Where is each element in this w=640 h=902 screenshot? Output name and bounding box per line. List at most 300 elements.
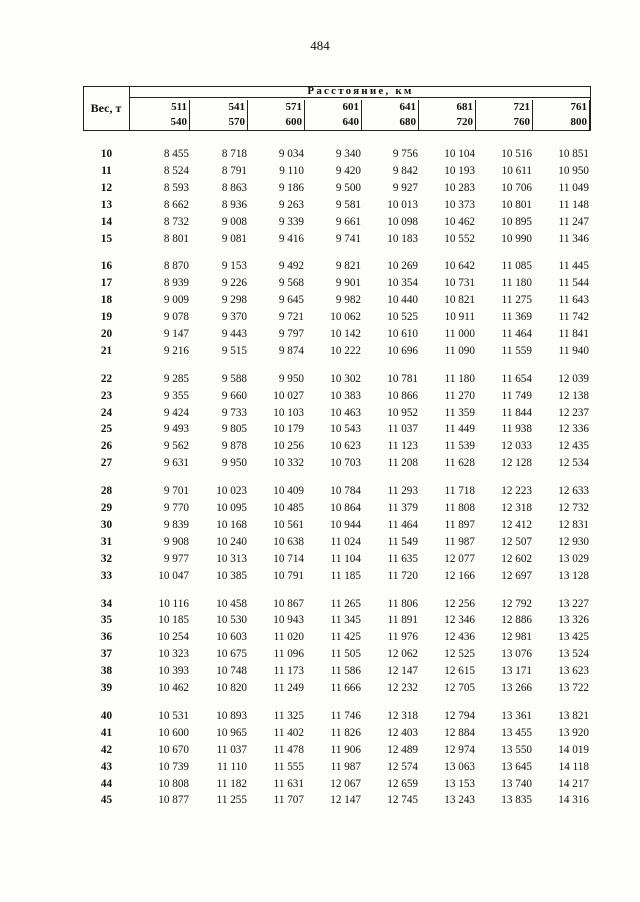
weight-cell: 26 xyxy=(100,440,113,452)
value-cell: 10 642 xyxy=(444,260,475,272)
distance-to: 570 xyxy=(228,116,245,128)
weight-cell: 34 xyxy=(100,598,113,610)
value-cell: 10 623 xyxy=(330,440,361,452)
value-cell: 11 635 xyxy=(387,553,418,565)
value-cell: 11 180 xyxy=(444,373,475,385)
distance-column-6 xyxy=(476,100,533,131)
distance-from: 571 xyxy=(285,101,302,113)
value-cell: 9 950 xyxy=(221,457,247,469)
value-cell: 12 525 xyxy=(444,648,475,660)
value-cell: 9 901 xyxy=(335,277,361,289)
value-cell: 10 062 xyxy=(330,311,361,323)
value-cell: 9 741 xyxy=(335,233,361,245)
value-cell: 13 835 xyxy=(501,794,532,806)
value-cell: 11 037 xyxy=(387,423,418,435)
weight-cell: 11 xyxy=(101,165,112,177)
value-cell: 10 670 xyxy=(158,744,189,756)
value-cell: 13 645 xyxy=(501,761,532,773)
value-cell: 12 886 xyxy=(501,614,532,626)
table-row xyxy=(83,759,591,775)
value-cell: 9 701 xyxy=(163,485,189,497)
value-cell: 9 797 xyxy=(278,328,304,340)
value-cell: 12 237 xyxy=(558,407,589,419)
value-cell: 9 443 xyxy=(221,328,247,340)
value-cell: 11 987 xyxy=(444,536,475,548)
value-cell: 11 000 xyxy=(444,328,475,340)
distance-header: Расстояние, км xyxy=(130,86,591,98)
value-cell: 8 718 xyxy=(221,148,247,160)
value-cell: 13 550 xyxy=(501,744,532,756)
value-cell: 13 266 xyxy=(501,682,532,694)
table-row xyxy=(83,725,591,741)
value-cell: 12 403 xyxy=(387,727,418,739)
table-row xyxy=(83,146,591,162)
weight-cell: 40 xyxy=(100,710,113,722)
value-cell: 10 638 xyxy=(273,536,304,548)
value-cell: 12 633 xyxy=(558,485,589,497)
value-cell: 9 424 xyxy=(163,407,189,419)
value-cell: 12 033 xyxy=(501,440,532,452)
value-cell: 11 539 xyxy=(444,440,475,452)
value-cell: 11 402 xyxy=(273,727,304,739)
table-row xyxy=(83,534,591,550)
value-cell: 9 568 xyxy=(278,277,304,289)
value-cell: 11 505 xyxy=(330,648,361,660)
value-cell: 11 275 xyxy=(501,294,532,306)
table-row xyxy=(83,517,591,533)
distance-from: 601 xyxy=(342,101,359,113)
value-cell: 13 243 xyxy=(444,794,475,806)
value-cell: 9 562 xyxy=(163,440,189,452)
weight-cell: 45 xyxy=(100,794,113,806)
value-cell: 11 249 xyxy=(273,682,304,694)
distance-from: 511 xyxy=(171,101,187,113)
weight-cell: 17 xyxy=(100,277,113,289)
value-cell: 11 090 xyxy=(444,345,475,357)
value-cell: 12 732 xyxy=(558,502,589,514)
value-cell: 8 801 xyxy=(163,233,189,245)
value-cell: 10 808 xyxy=(158,778,189,790)
distance-column-1 xyxy=(190,100,248,131)
value-cell: 10 027 xyxy=(273,390,304,402)
table-row xyxy=(83,438,591,454)
value-cell: 10 516 xyxy=(501,148,532,160)
value-cell: 11 806 xyxy=(387,598,418,610)
weight-cell: 15 xyxy=(100,233,113,245)
value-cell: 12 507 xyxy=(501,536,532,548)
value-cell: 11 478 xyxy=(273,744,304,756)
weight-cell: 28 xyxy=(100,485,113,497)
value-cell: 13 076 xyxy=(501,648,532,660)
value-cell: 11 464 xyxy=(387,519,418,531)
weight-cell: 21 xyxy=(100,345,113,357)
value-cell: 9 298 xyxy=(221,294,247,306)
value-cell: 12 697 xyxy=(501,570,532,582)
value-cell: 11 359 xyxy=(444,407,475,419)
table-row xyxy=(83,371,591,387)
value-cell: 13 425 xyxy=(558,631,589,643)
value-cell: 12 062 xyxy=(387,648,418,660)
value-cell: 11 425 xyxy=(330,631,361,643)
value-cell: 12 039 xyxy=(558,373,589,385)
value-cell: 11 742 xyxy=(558,311,589,323)
table-row xyxy=(83,326,591,342)
value-cell: 13 227 xyxy=(558,598,589,610)
value-cell: 9 733 xyxy=(221,407,247,419)
value-cell: 11 255 xyxy=(216,794,247,806)
table-row xyxy=(83,180,591,196)
value-cell: 12 412 xyxy=(501,519,532,531)
value-cell: 10 013 xyxy=(387,199,418,211)
value-cell: 11 182 xyxy=(216,778,247,790)
value-cell: 9 416 xyxy=(278,233,304,245)
value-cell: 8 939 xyxy=(163,277,189,289)
value-cell: 10 440 xyxy=(387,294,418,306)
value-cell: 11 749 xyxy=(501,390,532,402)
value-cell: 10 254 xyxy=(158,631,189,643)
weight-cell: 36 xyxy=(100,631,113,643)
value-cell: 13 740 xyxy=(501,778,532,790)
weight-cell: 20 xyxy=(100,328,113,340)
value-cell: 10 864 xyxy=(330,502,361,514)
value-cell: 12 705 xyxy=(444,682,475,694)
value-cell: 12 831 xyxy=(558,519,589,531)
value-cell: 13 326 xyxy=(558,614,589,626)
weight-cell: 18 xyxy=(100,294,113,306)
value-cell: 9 756 xyxy=(392,148,418,160)
value-cell: 11 173 xyxy=(273,665,304,677)
value-cell: 10 142 xyxy=(330,328,361,340)
value-cell: 9 645 xyxy=(278,294,304,306)
value-cell: 8 791 xyxy=(221,165,247,177)
distance-column-5 xyxy=(419,100,476,131)
value-cell: 13 821 xyxy=(558,710,589,722)
value-cell: 10 525 xyxy=(387,311,418,323)
value-cell: 13 029 xyxy=(558,553,589,565)
value-cell: 12 077 xyxy=(444,553,475,565)
weight-cell: 10 xyxy=(100,148,113,160)
weight-cell: 23 xyxy=(100,390,113,402)
value-cell: 12 534 xyxy=(558,457,589,469)
weight-cell: 42 xyxy=(100,744,113,756)
weight-cell: 32 xyxy=(100,553,113,565)
value-cell: 9 493 xyxy=(163,423,189,435)
value-cell: 11 346 xyxy=(558,233,589,245)
value-cell: 9 263 xyxy=(278,199,304,211)
value-cell: 11 123 xyxy=(387,440,418,452)
value-cell: 12 574 xyxy=(387,761,418,773)
value-cell: 8 593 xyxy=(163,182,189,194)
weight-cell: 35 xyxy=(100,614,113,626)
value-cell: 11 449 xyxy=(444,423,475,435)
distance-from: 721 xyxy=(513,101,530,113)
value-cell: 10 531 xyxy=(158,710,189,722)
value-cell: 11 555 xyxy=(273,761,304,773)
value-cell: 9 842 xyxy=(392,165,418,177)
value-cell: 10 269 xyxy=(387,260,418,272)
value-cell: 11 987 xyxy=(330,761,361,773)
value-cell: 10 023 xyxy=(216,485,247,497)
value-cell: 10 703 xyxy=(330,457,361,469)
table-row xyxy=(83,568,591,584)
value-cell: 12 067 xyxy=(330,778,361,790)
value-cell: 10 943 xyxy=(273,614,304,626)
weight-cell: 24 xyxy=(100,407,113,419)
value-cell: 10 313 xyxy=(216,553,247,565)
value-cell: 10 820 xyxy=(216,682,247,694)
value-cell: 9 226 xyxy=(221,277,247,289)
weight-cell: 41 xyxy=(100,727,113,739)
value-cell: 10 952 xyxy=(387,407,418,419)
value-cell: 9 982 xyxy=(335,294,361,306)
value-cell: 11 247 xyxy=(558,216,589,228)
value-cell: 11 720 xyxy=(387,570,418,582)
value-cell: 8 936 xyxy=(221,199,247,211)
value-cell: 12 318 xyxy=(387,710,418,722)
value-cell: 10 600 xyxy=(158,727,189,739)
table-row xyxy=(83,596,591,612)
value-cell: 11 549 xyxy=(387,536,418,548)
value-cell: 10 731 xyxy=(444,277,475,289)
value-cell: 9 660 xyxy=(221,390,247,402)
value-cell: 10 911 xyxy=(444,311,475,323)
weight-column-header: Вес, т xyxy=(83,86,130,131)
value-cell: 10 603 xyxy=(216,631,247,643)
value-cell: 11 718 xyxy=(444,485,475,497)
value-cell: 10 543 xyxy=(330,423,361,435)
value-cell: 10 781 xyxy=(387,373,418,385)
table-row xyxy=(83,421,591,437)
value-cell: 13 153 xyxy=(444,778,475,790)
value-cell: 10 047 xyxy=(158,570,189,582)
distance-from: 541 xyxy=(228,101,245,113)
table-row xyxy=(83,629,591,645)
value-cell: 11 938 xyxy=(501,423,532,435)
table-row xyxy=(83,455,591,471)
value-cell: 11 976 xyxy=(387,631,418,643)
value-cell: 11 631 xyxy=(273,778,304,790)
value-cell: 10 851 xyxy=(558,148,589,160)
value-cell: 10 193 xyxy=(444,165,475,177)
value-cell: 12 336 xyxy=(558,423,589,435)
value-cell: 10 696 xyxy=(387,345,418,357)
value-cell: 12 166 xyxy=(444,570,475,582)
value-cell: 11 270 xyxy=(444,390,475,402)
weight-cell: 39 xyxy=(100,682,113,694)
value-cell: 10 393 xyxy=(158,665,189,677)
value-cell: 9 492 xyxy=(278,260,304,272)
value-cell: 11 559 xyxy=(501,345,532,357)
table-row xyxy=(83,792,591,808)
value-cell: 9 420 xyxy=(335,165,361,177)
table-row xyxy=(83,405,591,421)
value-cell: 11 293 xyxy=(387,485,418,497)
value-cell: 9 581 xyxy=(335,199,361,211)
page-number: 484 xyxy=(310,38,330,53)
value-cell: 11 049 xyxy=(558,182,589,194)
value-cell: 9 927 xyxy=(392,182,418,194)
value-cell: 10 950 xyxy=(558,165,589,177)
weight-cell: 29 xyxy=(100,502,113,514)
value-cell: 13 623 xyxy=(558,665,589,677)
value-cell: 10 610 xyxy=(387,328,418,340)
value-cell: 11 185 xyxy=(330,570,361,582)
table-row xyxy=(83,663,591,679)
value-cell: 10 866 xyxy=(387,390,418,402)
value-cell: 12 346 xyxy=(444,614,475,626)
value-cell: 9 285 xyxy=(163,373,189,385)
value-cell: 10 463 xyxy=(330,407,361,419)
value-cell: 9 821 xyxy=(335,260,361,272)
value-cell: 10 168 xyxy=(216,519,247,531)
value-cell: 11 826 xyxy=(330,727,361,739)
value-cell: 10 458 xyxy=(216,598,247,610)
value-cell: 10 409 xyxy=(273,485,304,497)
value-cell: 10 748 xyxy=(216,665,247,677)
value-cell: 8 455 xyxy=(163,148,189,160)
weight-cell: 12 xyxy=(100,182,113,194)
distance-from: 641 xyxy=(399,101,416,113)
value-cell: 13 455 xyxy=(501,727,532,739)
value-cell: 10 095 xyxy=(216,502,247,514)
value-cell: 10 706 xyxy=(501,182,532,194)
value-cell: 12 659 xyxy=(387,778,418,790)
distance-to: 640 xyxy=(342,116,359,128)
value-cell: 13 722 xyxy=(558,682,589,694)
value-cell: 11 325 xyxy=(273,710,304,722)
value-cell: 11 037 xyxy=(216,744,247,756)
value-cell: 11 345 xyxy=(330,614,361,626)
value-cell: 10 675 xyxy=(216,648,247,660)
table-row xyxy=(83,258,591,274)
value-cell: 11 148 xyxy=(558,199,589,211)
value-cell: 11 369 xyxy=(501,311,532,323)
value-cell: 12 223 xyxy=(501,485,532,497)
table-row xyxy=(83,483,591,499)
value-cell: 10 739 xyxy=(158,761,189,773)
value-cell: 9 874 xyxy=(278,345,304,357)
table-row xyxy=(83,231,591,247)
value-cell: 9 339 xyxy=(278,216,304,228)
distance-column-4 xyxy=(362,100,419,131)
value-cell: 11 891 xyxy=(387,614,418,626)
value-cell: 9 515 xyxy=(221,345,247,357)
value-cell: 11 464 xyxy=(501,328,532,340)
weight-cell: 14 xyxy=(100,216,113,228)
value-cell: 11 707 xyxy=(273,794,304,806)
value-cell: 10 104 xyxy=(444,148,475,160)
value-cell: 13 171 xyxy=(501,665,532,677)
value-cell: 9 631 xyxy=(163,457,189,469)
table-row xyxy=(83,708,591,724)
value-cell: 10 373 xyxy=(444,199,475,211)
value-cell: 8 662 xyxy=(163,199,189,211)
value-cell: 11 643 xyxy=(558,294,589,306)
value-cell: 10 552 xyxy=(444,233,475,245)
table-row xyxy=(83,214,591,230)
value-cell: 9 340 xyxy=(335,148,361,160)
value-cell: 11 096 xyxy=(273,648,304,660)
distance-to: 600 xyxy=(285,116,302,128)
value-cell: 9 081 xyxy=(221,233,247,245)
weight-cell: 27 xyxy=(100,457,113,469)
value-cell: 11 586 xyxy=(330,665,361,677)
value-cell: 10 283 xyxy=(444,182,475,194)
value-cell: 10 801 xyxy=(501,199,532,211)
value-cell: 10 877 xyxy=(158,794,189,806)
value-cell: 11 940 xyxy=(558,345,589,357)
value-cell: 10 895 xyxy=(501,216,532,228)
value-cell: 12 974 xyxy=(444,744,475,756)
distance-column-2 xyxy=(248,100,305,131)
value-cell: 10 530 xyxy=(216,614,247,626)
value-cell: 13 361 xyxy=(501,710,532,722)
value-cell: 9 839 xyxy=(163,519,189,531)
weight-cell: 16 xyxy=(100,260,113,272)
distance-from: 761 xyxy=(570,101,587,113)
weight-cell: 44 xyxy=(100,778,113,790)
value-cell: 11 180 xyxy=(501,277,532,289)
value-cell: 9 370 xyxy=(221,311,247,323)
value-cell: 9 147 xyxy=(163,328,189,340)
value-cell: 11 379 xyxy=(387,502,418,514)
value-cell: 14 118 xyxy=(558,761,589,773)
value-cell: 12 884 xyxy=(444,727,475,739)
value-cell: 12 318 xyxy=(501,502,532,514)
value-cell: 8 863 xyxy=(221,182,247,194)
value-cell: 10 791 xyxy=(273,570,304,582)
value-cell: 13 063 xyxy=(444,761,475,773)
value-cell: 13 920 xyxy=(558,727,589,739)
value-cell: 9 878 xyxy=(221,440,247,452)
value-cell: 10 385 xyxy=(216,570,247,582)
value-cell: 10 561 xyxy=(273,519,304,531)
value-cell: 12 489 xyxy=(387,744,418,756)
value-cell: 9 078 xyxy=(163,311,189,323)
weight-cell: 31 xyxy=(100,536,113,548)
value-cell: 11 085 xyxy=(501,260,532,272)
table-row xyxy=(83,742,591,758)
weight-cell: 43 xyxy=(100,761,113,773)
value-cell: 11 628 xyxy=(444,457,475,469)
value-cell: 8 524 xyxy=(163,165,189,177)
value-cell: 9 153 xyxy=(221,260,247,272)
value-cell: 9 034 xyxy=(278,148,304,160)
value-cell: 12 615 xyxy=(444,665,475,677)
value-cell: 9 661 xyxy=(335,216,361,228)
table-row xyxy=(83,388,591,404)
value-cell: 11 544 xyxy=(558,277,589,289)
table-row xyxy=(83,197,591,213)
table-row xyxy=(83,309,591,325)
value-cell: 12 745 xyxy=(387,794,418,806)
value-cell: 13 524 xyxy=(558,648,589,660)
value-cell: 10 185 xyxy=(158,614,189,626)
weight-cell: 13 xyxy=(100,199,113,211)
value-cell: 10 323 xyxy=(158,648,189,660)
value-cell: 11 265 xyxy=(330,598,361,610)
value-cell: 9 009 xyxy=(163,294,189,306)
value-cell: 8 870 xyxy=(163,260,189,272)
value-cell: 10 965 xyxy=(216,727,247,739)
value-cell: 9 770 xyxy=(163,502,189,514)
value-cell: 10 183 xyxy=(387,233,418,245)
value-cell: 9 186 xyxy=(278,182,304,194)
value-cell: 10 103 xyxy=(273,407,304,419)
value-cell: 11 110 xyxy=(217,761,247,773)
value-cell: 11 208 xyxy=(387,457,418,469)
table-row xyxy=(83,500,591,516)
